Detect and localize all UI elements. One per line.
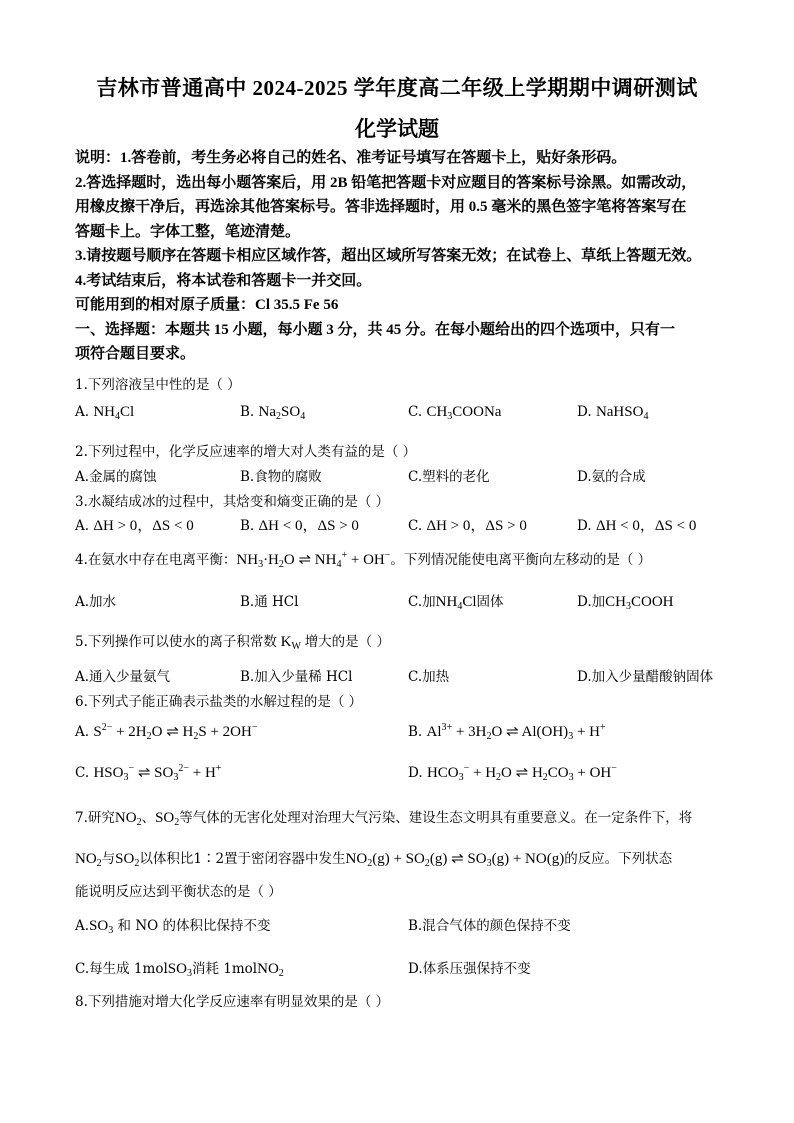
q6-option-d[interactable]: D. $HCO_3^- + H_2O$ ⇌ $H_2CO_3 + OH^-$ [408,763,617,783]
atomic-mass-line: 可能用到的相对原子质量：Cl 35.5 Fe 56 [75,297,339,313]
q1-option-d[interactable]: D. NaHSO$_4$ [577,404,649,422]
q7-option-d[interactable]: D.体系压强保持不变 [408,961,531,977]
q2-option-b[interactable]: B.食物的腐败 [240,469,322,485]
q7-option-c[interactable]: C.每生成 1molSO$_3$消耗 1molNO$_2$ [75,961,284,979]
question-1-stem: 1.下列溶液呈中性的是（ ） [75,377,241,393]
instruction-line: 3.请按题号顺序在答题卡相应区域作答，超出区域所写答案无效；在试卷上、草纸上答题无效。 [75,248,702,264]
instruction-line: 4.考试结束后，将本试卷和答题卡一并交回。 [75,273,372,289]
q2-option-c[interactable]: C.塑料的老化 [408,469,490,485]
q4-option-d[interactable]: D.加$CH_3COOH$ [577,594,674,612]
q7-l1-pre: 7.研究 [75,810,115,826]
section-heading: 一、选择题：本题共 15 小题，每小题 3 分，共 45 分。在每小题给出的四个选项中，只有一 [75,322,676,338]
q1-option-c[interactable]: C. $CH_3COONa$ [408,404,502,422]
ionization-equation: $NH_3\cdot H_2O$ ⇌ $NH_4^+ + OH^-$ [236,550,391,570]
question-7-stem-line2: $NO_2$与$SO_2$以体积比1∶2置于密闭容器中发生$NO_2(g) + SO_2(g)$ ⇌ $SO_3(g) + NO(g)$的反应。下列状态 [75,851,673,869]
q1-option-b[interactable]: B. $Na_2SO_4$ [240,404,306,422]
q7-l2-mid2: 以体积比1∶2置于密闭容器中发生 [139,851,346,867]
q7-c-mid: 消耗 1mol [191,961,258,977]
q4-stem-pre: 4.在氨水中存在电离平衡： [75,552,237,568]
q7-c-pre: C.每生成 1mol [75,961,168,977]
question-7-stem-line1: 7.研究$NO_2$、$SO_2$等气体的无害化处理对治理大气污染、建设生态文明具有重要意义。在一定条件下，将 [75,810,693,828]
q3-option-a[interactable]: A. ΔH > 0，ΔS < 0 [75,518,194,534]
q7-a-post: 和 NO 的体积比保持不变 [117,918,271,934]
q6-option-c[interactable]: C. $HSO_3^-$ ⇌ $SO_3^{2-} + H^+$ [75,763,222,783]
q5-option-a[interactable]: A.通入少量氨气 [75,669,171,685]
q2-option-a[interactable]: A.金属的腐蚀 [75,469,157,485]
q3-option-d[interactable]: D. ΔH < 0，ΔS < 0 [577,518,697,534]
question-6-stem: 6.下列式子能正确表示盐类的水解过程的是（ ） [75,694,363,710]
exam-subtitle: 化学试题 [355,117,439,141]
q3-option-c[interactable]: C. ΔH > 0，ΔS > 0 [408,518,527,534]
q4-option-b[interactable]: B.通 HCl [240,594,299,610]
q3-option-b[interactable]: B. ΔH < 0，ΔS > 0 [240,518,359,534]
q5-stem-post: 增大的是（ ） [304,634,390,650]
section-heading: 项符合题目要求。 [75,346,196,362]
q2-option-d[interactable]: D.氨的合成 [577,469,646,485]
question-4-stem [75,548,651,569]
q7-l2-post: 的反应。下列状态 [564,851,673,867]
question-7-stem-line3: 能说明反应达到平衡状态的是（ ） [75,884,282,900]
q4-d-pre: D.加 [577,594,606,610]
instruction-line: 用橡皮擦干净后，再选涂其他答案标号。答非选择题时，用 0.5 毫米的黑色签字笔将答案写在 [75,199,687,215]
question-2-stem: 2.下列过程中，化学反应速率的增大对人类有益的是（ ） [75,444,417,460]
q4-option-c[interactable]: C.加$NH_4Cl$固体 [408,594,504,612]
q5-stem-pre: 5.下列操作可以使水的离子积常数 [75,634,277,650]
question-3-stem: 3.水凝结成冰的过程中，其焓变和熵变正确的是（ ） [75,494,390,510]
q4-c-pre: C.加 [408,594,436,610]
question-5-stem: 5.下列操作可以使水的离子积常数 $K_W$ 增大的是（ ） [75,634,390,652]
q7-option-a[interactable]: $A.SO_3$ 和 NO 的体积比保持不变 [75,918,271,936]
instruction-line: 2.答选择题时，选出每小题答案后，用 2B 铅笔把答题卡对应题目的答案标号涂黑。如需改动， [75,175,697,191]
q5-option-b[interactable]: B.加入少量稀 HCl [240,669,353,685]
q7-a-pre: A. [75,918,90,934]
q6-option-a[interactable]: A. $S^{2-} + 2H_2O$ ⇌ $H_2S + 2OH^-$ [75,722,258,742]
instruction-line: 答题卡上。字体工整，笔迹清楚。 [75,224,301,240]
q4-c-post: 固体 [476,594,504,610]
q1-option-a[interactable]: A. $NH_4Cl$ [75,404,135,422]
q6-option-b[interactable]: B. $Al^{3+} + 3H_2O$ ⇌ $Al(OH)_3 + H^+$ [408,722,606,742]
q7-l1-post: 等气体的无害化处理对治理大气污染、建设生态文明具有重要意义。在一定条件下，将 [179,810,693,826]
q7-l2-mid: 与 [101,851,116,867]
q7-l1-mid: 、 [141,810,156,826]
q5-option-d[interactable]: D.加入少量醋酸钠固体 [577,669,714,685]
question-8-stem: 8.下列措施对增大化学反应速率有明显效果的是（ ） [75,994,390,1010]
instruction-line: 说明：1.答卷前，考生务必将自己的姓名、准考证号填写在答题卡上，贴好条形码。 [75,150,627,166]
exam-title: 吉林市普通高中 2024-2025 学年度高二年级上学期期中调研测试 [96,76,698,100]
q4-stem-post: 。下列情况能使电离平衡向左移动的是（ ） [390,552,652,568]
q4-option-a[interactable]: A.加水 [75,594,117,610]
q5-option-c[interactable]: C.加热 [408,669,450,685]
q7-option-b[interactable]: B.混合气体的颜色保持不变 [408,918,571,934]
